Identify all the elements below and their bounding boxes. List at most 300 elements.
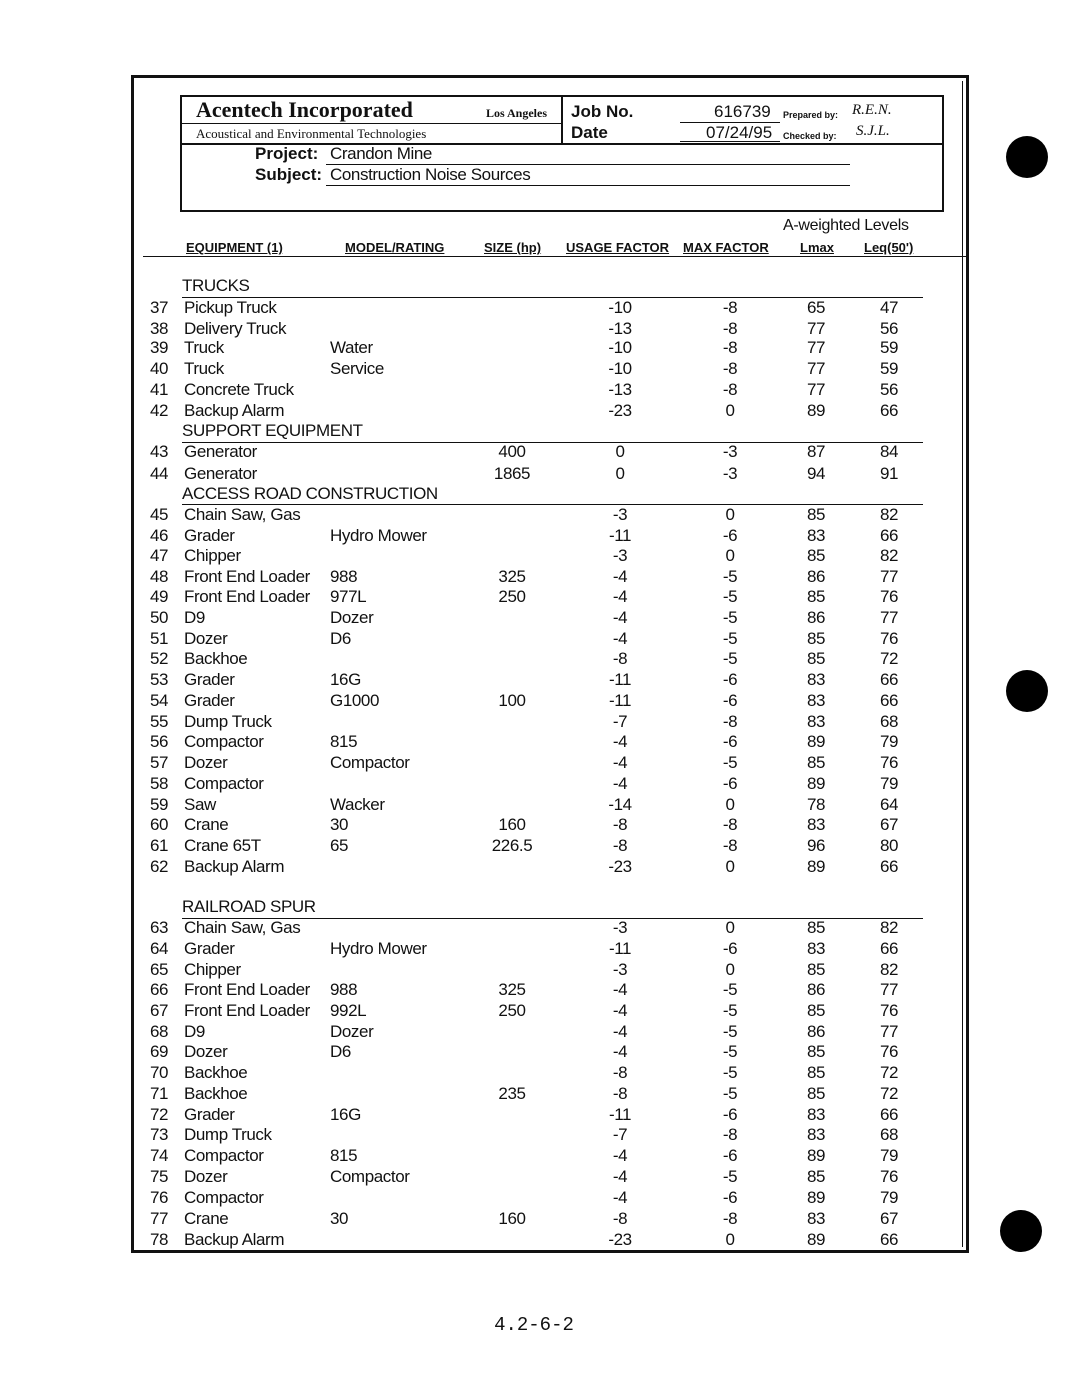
cell-leq: 66: [879, 526, 899, 545]
cell-eq: Crane: [184, 1209, 229, 1228]
cell-num: 62: [150, 857, 169, 876]
table-row: [0, 1209, 1068, 1229]
cell-num: 51: [150, 629, 169, 648]
cell-usage: -4: [612, 774, 628, 793]
cell-usage: -23: [608, 1230, 632, 1249]
cell-eq: Grader: [184, 939, 235, 958]
cell-lmax: 83: [806, 1209, 826, 1228]
date-value: 07/24/95: [706, 123, 773, 142]
cell-num: 72: [150, 1105, 169, 1124]
cell-eq: Saw: [184, 795, 216, 814]
cell-leq: 64: [879, 795, 899, 814]
cell-max: 0: [725, 1230, 735, 1249]
date-label: Date: [571, 123, 608, 142]
cell-usage: -8: [612, 1209, 628, 1228]
cell-max: -5: [722, 1063, 738, 1082]
cell-usage: -23: [608, 857, 632, 876]
header-divider-company: [182, 123, 561, 124]
col-header-leq: Leq(50'): [864, 240, 914, 255]
cell-num: 38: [150, 319, 169, 338]
subject-underline: [326, 185, 850, 186]
cell-max: -5: [722, 1001, 738, 1020]
cell-usage: -4: [612, 753, 628, 772]
cell-num: 47: [150, 546, 169, 565]
table-row: [0, 691, 1068, 711]
cell-max: 0: [725, 795, 735, 814]
cell-eq: Grader: [184, 1105, 235, 1124]
table-row: [0, 712, 1068, 732]
cell-leq: 79: [879, 1146, 899, 1165]
cell-num: 68: [150, 1022, 169, 1041]
company-subtitle: Acoustical and Environmental Technologies: [196, 126, 427, 141]
cell-num: 59: [150, 795, 169, 814]
cell-leq: 82: [879, 505, 899, 524]
cell-max: -8: [722, 319, 738, 338]
col-header-size: SIZE (hp): [484, 240, 542, 255]
cell-max: -8: [722, 359, 738, 378]
cell-leq: 76: [879, 1167, 899, 1186]
job-no-label: Job No.: [571, 102, 634, 121]
cell-lmax: 83: [806, 526, 826, 545]
cell-usage: -8: [612, 1063, 628, 1082]
cell-usage: -11: [608, 1105, 632, 1124]
cell-model: Service: [330, 359, 384, 378]
cell-eq: Compactor: [184, 774, 264, 793]
cell-leq: 76: [879, 587, 899, 606]
cell-usage: -11: [608, 939, 632, 958]
cell-lmax: 89: [806, 1188, 826, 1207]
table-row: [0, 298, 1068, 318]
subject-value: Construction Noise Sources: [330, 165, 531, 184]
cell-num: 44: [150, 464, 169, 483]
cell-lmax: 85: [806, 546, 826, 565]
cell-eq: Backup Alarm: [184, 401, 285, 420]
cell-size: 325: [498, 567, 526, 586]
job-no-value: 616739: [714, 102, 771, 121]
cell-leq: 80: [879, 836, 899, 855]
cell-eq: Dump Truck: [184, 1125, 272, 1144]
date-underline: [680, 141, 780, 142]
cell-eq: Chipper: [184, 960, 241, 979]
section-access-road: ACCESS ROAD CONSTRUCTION: [182, 484, 438, 503]
cell-lmax: 87: [806, 442, 826, 461]
cell-leq: 66: [879, 857, 899, 876]
cell-model: Compactor: [330, 753, 410, 772]
cell-max: -5: [722, 753, 738, 772]
cell-eq: Chipper: [184, 546, 241, 565]
cell-lmax: 85: [806, 505, 826, 524]
cell-eq: Grader: [184, 691, 235, 710]
cell-leq: 59: [879, 359, 899, 378]
cell-leq: 66: [879, 670, 899, 689]
cell-max: 0: [725, 505, 735, 524]
cell-leq: 79: [879, 774, 899, 793]
cell-leq: 66: [879, 691, 899, 710]
table-row: [0, 338, 1068, 358]
section-trucks: TRUCKS: [182, 276, 250, 295]
cell-usage: -13: [608, 380, 632, 399]
cell-leq: 67: [879, 1209, 899, 1228]
cell-lmax: 83: [806, 1105, 826, 1124]
cell-lmax: 83: [806, 815, 826, 834]
cell-max: -5: [722, 567, 738, 586]
cell-lmax: 86: [806, 608, 826, 627]
cell-lmax: 86: [806, 567, 826, 586]
cell-max: -5: [722, 587, 738, 606]
cell-lmax: 85: [806, 649, 826, 668]
cell-max: -6: [722, 1146, 738, 1165]
table-row: [0, 1105, 1068, 1125]
cell-lmax: 89: [806, 774, 826, 793]
cell-size: 325: [498, 980, 526, 999]
cell-model: D6: [330, 629, 351, 648]
cell-lmax: 89: [806, 401, 826, 420]
cell-usage: -4: [612, 732, 628, 751]
cell-eq: Front End Loader: [184, 587, 310, 606]
cell-leq: 68: [879, 1125, 899, 1144]
cell-leq: 76: [879, 1042, 899, 1061]
cell-max: -6: [722, 1188, 738, 1207]
cell-leq: 72: [879, 1084, 899, 1103]
cell-lmax: 85: [806, 587, 826, 606]
cell-usage: -4: [612, 1188, 628, 1207]
table-row: [0, 1042, 1068, 1062]
cell-num: 74: [150, 1146, 169, 1165]
cell-max: -8: [722, 815, 738, 834]
subject-label: Subject:: [255, 165, 323, 184]
cell-eq: Generator: [184, 442, 257, 461]
column-header-rule: [143, 256, 969, 257]
cell-num: 60: [150, 815, 169, 834]
cell-usage: -10: [608, 298, 632, 317]
cell-leq: 72: [879, 649, 899, 668]
cell-usage: -13: [608, 319, 632, 338]
cell-usage: -14: [608, 795, 632, 814]
cell-leq: 66: [879, 939, 899, 958]
table-row: [0, 1084, 1068, 1104]
cell-max: -8: [722, 338, 738, 357]
cell-eq: Front End Loader: [184, 567, 310, 586]
cell-max: -6: [722, 691, 738, 710]
cell-num: 40: [150, 359, 169, 378]
cell-lmax: 86: [806, 1022, 826, 1041]
cell-size: 1865: [493, 464, 531, 483]
cell-leq: 76: [879, 753, 899, 772]
cell-leq: 82: [879, 546, 899, 565]
cell-num: 63: [150, 918, 169, 937]
cell-eq: Truck: [184, 359, 224, 378]
col-header-model: MODEL/RATING: [345, 240, 445, 255]
cell-lmax: 83: [806, 691, 826, 710]
cell-max: 0: [725, 960, 735, 979]
table-row: [0, 670, 1068, 690]
cell-leq: 56: [879, 319, 899, 338]
cell-leq: 56: [879, 380, 899, 399]
cell-eq: Chain Saw, Gas: [184, 505, 301, 524]
cell-usage: -3: [612, 505, 628, 524]
col-header-max: MAX FACTOR: [683, 240, 769, 255]
cell-eq: Backhoe: [184, 1063, 248, 1082]
cell-max: -5: [722, 649, 738, 668]
cell-usage: -4: [612, 1146, 628, 1165]
table-row: [0, 1063, 1068, 1083]
section-support-equipment: SUPPORT EQUIPMENT: [182, 421, 363, 440]
prepared-by-label: Prepared by:: [783, 110, 839, 120]
cell-model: 30: [330, 1209, 349, 1228]
cell-model: Dozer: [330, 1022, 374, 1041]
cell-max: -5: [722, 1167, 738, 1186]
header-divider-vertical: [561, 97, 563, 143]
cell-leq: 66: [879, 1105, 899, 1124]
table-row: [0, 732, 1068, 752]
cell-max: -6: [722, 774, 738, 793]
cell-num: 49: [150, 587, 169, 606]
cell-max: -6: [722, 939, 738, 958]
cell-model: Wacker: [330, 795, 385, 814]
table-row: [0, 1167, 1068, 1187]
table-row: [0, 442, 1068, 462]
cell-lmax: 89: [806, 1146, 826, 1165]
cell-eq: Compactor: [184, 1188, 264, 1207]
cell-eq: Dump Truck: [184, 712, 272, 731]
cell-usage: -4: [612, 608, 628, 627]
cell-eq: Crane: [184, 815, 229, 834]
cell-model: D6: [330, 1042, 351, 1061]
cell-eq: Dozer: [184, 1167, 228, 1186]
cell-model: G1000: [330, 691, 380, 710]
page-number: 4.2-6-2: [494, 1314, 574, 1336]
cell-usage: -11: [608, 526, 632, 545]
cell-num: 61: [150, 836, 169, 855]
cell-usage: -8: [612, 1084, 628, 1103]
cell-num: 52: [150, 649, 169, 668]
table-row: [0, 505, 1068, 525]
table-row: [0, 629, 1068, 649]
cell-size: 235: [498, 1084, 526, 1103]
cell-leq: 91: [879, 464, 899, 483]
cell-leq: 72: [879, 1063, 899, 1082]
punch-hole-top: [1006, 136, 1048, 178]
cell-usage: -10: [608, 338, 632, 357]
cell-model: Dozer: [330, 608, 374, 627]
cell-num: 71: [150, 1084, 169, 1103]
cell-size: 400: [498, 442, 526, 461]
a-weighted-levels-label: A-weighted Levels: [783, 217, 909, 234]
cell-lmax: 89: [806, 1230, 826, 1249]
cell-usage: -11: [608, 691, 632, 710]
cell-num: 58: [150, 774, 169, 793]
cell-max: -5: [722, 1022, 738, 1041]
table-row: [0, 608, 1068, 628]
cell-max: -8: [722, 712, 738, 731]
cell-leq: 82: [879, 918, 899, 937]
cell-lmax: 89: [806, 732, 826, 751]
cell-lmax: 94: [806, 464, 826, 483]
cell-num: 78: [150, 1230, 169, 1249]
table-row: [0, 753, 1068, 773]
cell-num: 42: [150, 401, 169, 420]
cell-lmax: 83: [806, 1125, 826, 1144]
cell-leq: 66: [879, 401, 899, 420]
cell-size: 160: [498, 1209, 526, 1228]
cell-leq: 77: [879, 567, 899, 586]
cell-lmax: 77: [806, 359, 826, 378]
table-row: [0, 1022, 1068, 1042]
cell-eq: Grader: [184, 670, 235, 689]
cell-lmax: 78: [806, 795, 826, 814]
table-row: [0, 980, 1068, 1000]
cell-max: 0: [725, 918, 735, 937]
cell-lmax: 83: [806, 939, 826, 958]
table-row: [0, 918, 1068, 938]
cell-leq: 79: [879, 732, 899, 751]
cell-model: Compactor: [330, 1167, 410, 1186]
cell-leq: 79: [879, 1188, 899, 1207]
cell-eq: Backup Alarm: [184, 1230, 285, 1249]
cell-max: -3: [722, 442, 738, 461]
table-row: [0, 587, 1068, 607]
table-row: [0, 795, 1068, 815]
cell-eq: Dozer: [184, 629, 228, 648]
cell-eq: Truck: [184, 338, 224, 357]
cell-max: -5: [722, 629, 738, 648]
table-row: [0, 380, 1068, 400]
cell-max: 0: [725, 857, 735, 876]
cell-lmax: 86: [806, 980, 826, 999]
cell-max: -8: [722, 1125, 738, 1144]
table-row: [0, 1188, 1068, 1208]
cell-num: 76: [150, 1188, 169, 1207]
cell-usage: -8: [612, 649, 628, 668]
cell-num: 46: [150, 526, 169, 545]
cell-model: Hydro Mower: [330, 526, 427, 545]
company-city: Los Angeles: [486, 106, 548, 120]
table-row: [0, 836, 1068, 856]
table-row: [0, 319, 1068, 339]
cell-model: 992L: [330, 1001, 367, 1020]
cell-num: 45: [150, 505, 169, 524]
cell-max: -6: [722, 526, 738, 545]
col-header-equipment: EQUIPMENT (1): [186, 240, 283, 255]
cell-lmax: 85: [806, 629, 826, 648]
cell-lmax: 89: [806, 857, 826, 876]
cell-model: 16G: [330, 670, 361, 689]
cell-usage: -4: [612, 629, 628, 648]
section-railroad-spur: RAILROAD SPUR: [182, 897, 316, 916]
cell-lmax: 96: [806, 836, 826, 855]
cell-eq: D9: [184, 608, 205, 627]
cell-usage: -7: [612, 1125, 628, 1144]
cell-lmax: 83: [806, 670, 826, 689]
cell-lmax: 85: [806, 1063, 826, 1082]
cell-leq: 47: [879, 298, 899, 317]
cell-model: 815: [330, 732, 358, 751]
project-label: Project:: [255, 144, 319, 163]
cell-eq: Dozer: [184, 1042, 228, 1061]
cell-max: -6: [722, 670, 738, 689]
cell-num: 70: [150, 1063, 169, 1082]
cell-leq: 76: [879, 1001, 899, 1020]
cell-num: 41: [150, 380, 169, 399]
cell-max: -3: [722, 464, 738, 483]
cell-usage: -4: [612, 980, 628, 999]
cell-usage: -4: [612, 1042, 628, 1061]
cell-usage: -8: [612, 836, 628, 855]
cell-num: 73: [150, 1125, 169, 1144]
cell-num: 48: [150, 567, 169, 586]
cell-usage: -4: [612, 587, 628, 606]
cell-model: 65: [330, 836, 349, 855]
checked-by-label: Checked by:: [783, 131, 837, 141]
cell-lmax: 85: [806, 1001, 826, 1020]
cell-eq: Grader: [184, 526, 235, 545]
cell-max: -5: [722, 1042, 738, 1061]
cell-num: 56: [150, 732, 169, 751]
cell-max: -8: [722, 298, 738, 317]
cell-max: 0: [725, 546, 735, 565]
cell-leq: 77: [879, 980, 899, 999]
cell-usage: -3: [612, 918, 628, 937]
cell-eq: Chain Saw, Gas: [184, 918, 301, 937]
table-row: [0, 774, 1068, 794]
table-row: [0, 401, 1068, 421]
cell-num: 50: [150, 608, 169, 627]
cell-num: 57: [150, 753, 169, 772]
cell-leq: 77: [879, 1022, 899, 1041]
cell-usage: -11: [608, 670, 632, 689]
cell-leq: 68: [879, 712, 899, 731]
cell-max: -5: [722, 608, 738, 627]
cell-lmax: 77: [806, 380, 826, 399]
cell-usage: -4: [612, 1022, 628, 1041]
cell-max: -6: [722, 1105, 738, 1124]
cell-num: 53: [150, 670, 169, 689]
cell-lmax: 77: [806, 319, 826, 338]
cell-leq: 82: [879, 960, 899, 979]
cell-usage: -7: [612, 712, 628, 731]
cell-num: 69: [150, 1042, 169, 1061]
cell-leq: 66: [879, 1230, 899, 1249]
cell-eq: Front End Loader: [184, 980, 310, 999]
cell-model: Water: [330, 338, 373, 357]
table-row: [0, 815, 1068, 835]
cell-num: 54: [150, 691, 169, 710]
cell-max: -5: [722, 1084, 738, 1103]
cell-model: Hydro Mower: [330, 939, 427, 958]
table-row: [0, 1146, 1068, 1166]
cell-lmax: 85: [806, 753, 826, 772]
cell-lmax: 85: [806, 1042, 826, 1061]
cell-usage: -8: [612, 815, 628, 834]
prepared-by-signature: R.E.N.: [852, 102, 892, 118]
cell-lmax: 85: [806, 1084, 826, 1103]
cell-eq: Backup Alarm: [184, 857, 285, 876]
cell-model: 16G: [330, 1105, 361, 1124]
table-row: [0, 526, 1068, 546]
cell-eq: Compactor: [184, 732, 264, 751]
cell-max: -8: [722, 1209, 738, 1228]
cell-num: 75: [150, 1167, 169, 1186]
cell-eq: Front End Loader: [184, 1001, 310, 1020]
project-value: Crandon Mine: [330, 144, 432, 163]
cell-eq: Pickup Truck: [184, 298, 277, 317]
cell-lmax: 65: [806, 298, 826, 317]
cell-usage: -4: [612, 567, 628, 586]
cell-model: 977L: [330, 587, 367, 606]
cell-model: 988: [330, 567, 358, 586]
cell-size: 250: [498, 1001, 526, 1020]
table-row: [0, 546, 1068, 566]
